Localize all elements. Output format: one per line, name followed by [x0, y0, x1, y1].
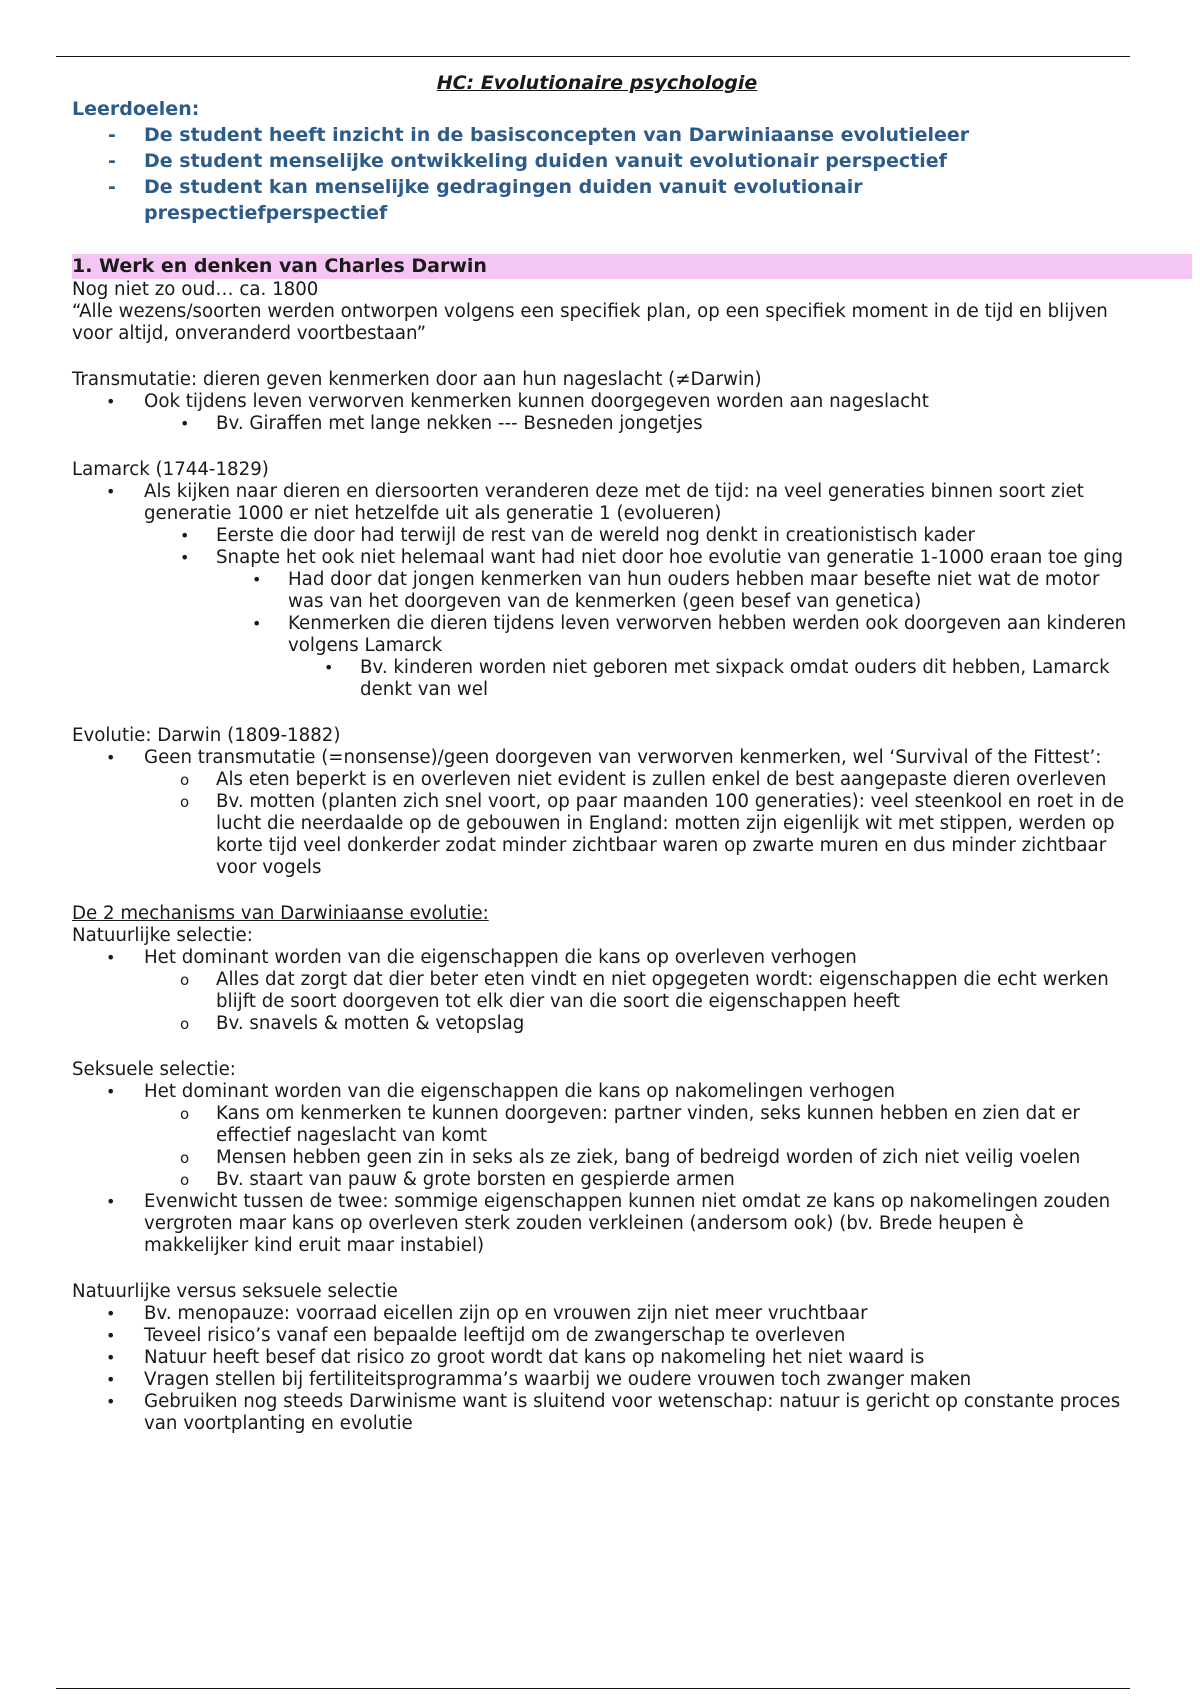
list-item: o Alles dat zorgt dat dier beter eten vindt en niet opgegeten wordt: eigenschappen die echt werken blijft de soort doorgeven tot elk dier van die soort die eigenschappen heeft	[72, 969, 1132, 1013]
list-item: • Bv. menopauze: voorraad eicellen zijn op en vrouwen zijn niet meer vruchtbaar	[72, 1303, 1132, 1325]
list-item: o Kans om kenmerken te kunnen doorgeven: partner vinden, seks kunnen hebben en zien dat er effectief nageslacht van komt	[72, 1103, 1132, 1147]
goals-list	[72, 122, 1192, 226]
intro-quote: “Alle wezens/soorten werden ontworpen volgens een specifiek plan, op een specifiek moment in de tijd en blijven voor altijd, onveranderd voortbestaan”	[72, 301, 1108, 344]
list-item: o Bv. motten (planten zich snel voort, op paar maanden 100 generaties): veel steenkool en roet in de lucht die neerdaalde op de gebouwen in England: motten zijn eigenlijk wit met stippen, werden op korte tijd veel donkerder zodat minder zichtbaar waren op zwarte muren en dus minder zichtbaar voor vogels	[72, 791, 1132, 879]
list-item: • Bv. Giraffen met lange nekken --- Besneden jongetjes	[72, 413, 1132, 435]
list-item: o Mensen hebben geen zin in seks als ze ziek, bang of bedreigd worden of zich niet veilig voelen	[72, 1147, 1132, 1169]
versus-title: Natuurlijke versus seksuele selectie	[72, 1281, 398, 1302]
sexual-title: Seksuele selectie:	[72, 1059, 236, 1080]
section-heading: 1. Werk en denken van Charles Darwin	[72, 254, 1192, 279]
list-item: • Natuur heeft besef dat risico zo groot wordt dat kans op nakomeling het niet waard is	[72, 1347, 1132, 1369]
lamarck-list	[72, 481, 1192, 701]
list-item: • Gebruiken nog steeds Darwinisme want is sluitend voor wetenschap: natuur is gericht op constante proces van voortplanting en evolutie	[72, 1391, 1132, 1435]
list-item: • Evenwicht tussen de twee: sommige eigenschappen kunnen niet omdat ze kans op nakomelingen zouden vergroten maar kans op overleven sterk zouden verkleinen (andersom ook) (bv. Brede heupen è makkelijker kind eruit maar instabiel)	[72, 1191, 1132, 1257]
list-item: o Bv. staart van pauw & grote borsten en gespierde armen	[72, 1169, 1132, 1191]
goal-item: - De student kan menselijke gedragingen duiden vanuit evolutionair prespectiefperspectief	[72, 174, 1044, 226]
natural-title: Natuurlijke selectie:	[72, 925, 253, 946]
intro-line: Nog niet zo oud… ca. 1800	[72, 279, 319, 300]
list-item: • Had door dat jongen kenmerken van hun ouders hebben maar besefte niet wat de motor was van het doorgeven van de kenmerken (geen besef van genetica)	[72, 569, 1132, 613]
transmutatie-title: Transmutatie: dieren geven kenmerken door aan hun nageslacht (≠Darwin)	[72, 369, 762, 390]
darwin-list	[72, 747, 1192, 879]
mechanisms-title: De 2 mechanisms van Darwiniaanse evolutie:	[72, 903, 489, 924]
list-item: • Snapte het ook niet helemaal want had niet door hoe evolutie van generatie 1-1000 eraan toe ging	[72, 547, 1132, 569]
natural-list	[72, 947, 1192, 1035]
list-item: o Als eten beperkt is en overleven niet evident is zullen enkel de best aangepaste dieren overleven	[72, 769, 1132, 791]
goal-item: - De student heeft inzicht in de basisconcepten van Darwiniaanse evolutieleer	[72, 122, 1044, 148]
list-item: • Eerste die door had terwijl de rest van de wereld nog denkt in creationistisch kader	[72, 525, 1132, 547]
lamarck-title: Lamarck (1744-1829)	[72, 459, 269, 480]
list-item: • Ook tijdens leven verworven kenmerken kunnen doorgegeven worden aan nageslacht	[72, 391, 1132, 413]
transmutatie-list	[72, 391, 1192, 435]
list-item: • Het dominant worden van die eigenschappen die kans op nakomelingen verhogen	[72, 1081, 1132, 1103]
versus-list	[72, 1303, 1192, 1435]
goal-item: - De student menselijke ontwikkeling duiden vanuit evolutionair perspectief	[72, 148, 1044, 174]
darwin-title: Evolutie: Darwin (1809-1882)	[72, 725, 341, 746]
list-item: • Kenmerken die dieren tijdens leven verworven hebben werden ook doorgeven aan kinderen volgens Lamarck	[72, 613, 1132, 657]
goals-heading: Leerdoelen:	[72, 98, 200, 120]
list-item: • Bv. kinderen worden niet geboren met sixpack omdat ouders dit hebben, Lamarck denkt van wel	[72, 657, 1132, 701]
list-item: • Teveel risico’s vanaf een bepaalde leeftijd om de zwangerschap te overleven	[72, 1325, 1132, 1347]
page-title: HC: Evolutionaire psychologie	[436, 72, 758, 94]
footer-rule	[56, 1688, 1130, 1689]
list-item: • Geen transmutatie (=nonsense)/geen doorgeven van verworven kenmerken, wel ‘Survival of the Fittest’:	[72, 747, 1132, 769]
list-item: • Als kijken naar dieren en diersoorten veranderen deze met de tijd: na veel generaties binnen soort ziet generatie 1000 er niet hetzelfde uit als generatie 1 (evolueren)	[72, 481, 1132, 525]
list-item: • Het dominant worden van die eigenschappen die kans op overleven verhogen	[72, 947, 1132, 969]
list-item: o Bv. snavels & motten & vetopslag	[72, 1013, 1132, 1035]
document-page	[72, 68, 1192, 1435]
list-item: • Vragen stellen bij fertiliteitsprogramma’s waarbij we oudere vrouwen toch zwanger maken	[72, 1369, 1132, 1391]
header-rule	[56, 56, 1130, 57]
sexual-list	[72, 1081, 1192, 1257]
